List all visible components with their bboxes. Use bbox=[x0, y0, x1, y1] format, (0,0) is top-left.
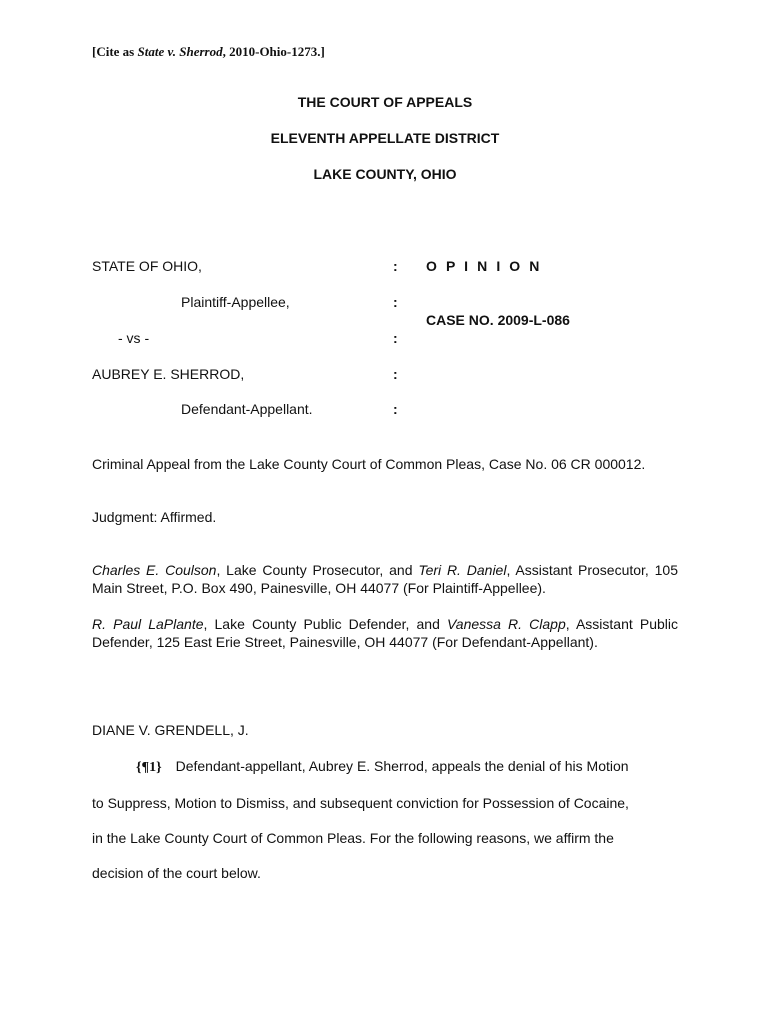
court-name: THE COURT OF APPEALS bbox=[297, 94, 473, 110]
counsel-appellee bbox=[92, 561, 678, 597]
caption-colon: : bbox=[393, 294, 398, 310]
paragraph-marker: {¶1} bbox=[136, 760, 162, 775]
caption-colon: : bbox=[393, 258, 398, 274]
caption-colon: : bbox=[393, 330, 398, 346]
paragraph-1-line-1 bbox=[136, 758, 629, 776]
caption-colon: : bbox=[393, 401, 398, 417]
counsel-text: , Assistant Public Defender, 125 East Erie Street, Painesville, OH 44077 (For Defendant-Appellant). bbox=[92, 616, 678, 650]
counsel-name: Vanessa R. Clapp bbox=[446, 616, 566, 632]
defendant-name: AUBREY E. SHERROD, bbox=[92, 366, 245, 382]
plaintiff-name: STATE OF OHIO, bbox=[92, 258, 202, 274]
citation-prefix: [Cite as bbox=[92, 44, 138, 59]
defendant-role: Defendant-Appellant. bbox=[181, 401, 313, 417]
document-type: O P I N I O N bbox=[426, 258, 543, 274]
counsel-appellant bbox=[92, 615, 678, 651]
citation bbox=[92, 44, 325, 60]
judgment: Judgment: Affirmed. bbox=[92, 509, 217, 525]
versus: - vs - bbox=[118, 330, 150, 346]
case-number: CASE NO. 2009-L-086 bbox=[426, 312, 570, 328]
paragraph-1-line-2: to Suppress, Motion to Dismiss, and subsequent conviction for Possession of Cocaine, bbox=[92, 795, 629, 811]
counsel-name: Teri R. Daniel bbox=[418, 562, 507, 578]
counsel-name: R. Paul LaPlante bbox=[92, 616, 204, 632]
counsel-name: Charles E. Coulson bbox=[92, 562, 217, 578]
counsel-text: , Lake County Public Defender, and bbox=[203, 616, 447, 632]
plaintiff-role: Plaintiff-Appellee, bbox=[181, 294, 290, 310]
judge-name: DIANE V. GRENDELL, J. bbox=[92, 722, 249, 738]
paragraph-1-line-4: decision of the court below. bbox=[92, 865, 261, 881]
citation-suffix: , 2010-Ohio-1273.] bbox=[222, 44, 325, 59]
county: LAKE COUNTY, OHIO bbox=[313, 166, 457, 182]
counsel-text: , Lake County Prosecutor, and bbox=[216, 562, 419, 578]
appeal-info: Criminal Appeal from the Lake County Court of Common Pleas, Case No. 06 CR 000012. bbox=[92, 456, 646, 472]
counsel-text: , Assistant Prosecutor, 105 Main Street, P.O. Box 490, Painesville, OH 44077 (For Plaintiff-Appellee). bbox=[92, 562, 678, 596]
appellate-district: ELEVENTH APPELLATE DISTRICT bbox=[270, 130, 500, 146]
paragraph-text: Defendant-appellant, Aubrey E. Sherrod, appeals the denial of his Motion bbox=[175, 758, 629, 774]
paragraph-1-line-3: in the Lake County Court of Common Pleas. For the following reasons, we affirm the bbox=[92, 830, 614, 846]
caption-colon: : bbox=[393, 366, 398, 382]
citation-case-name: State v. Sherrod bbox=[137, 44, 223, 59]
